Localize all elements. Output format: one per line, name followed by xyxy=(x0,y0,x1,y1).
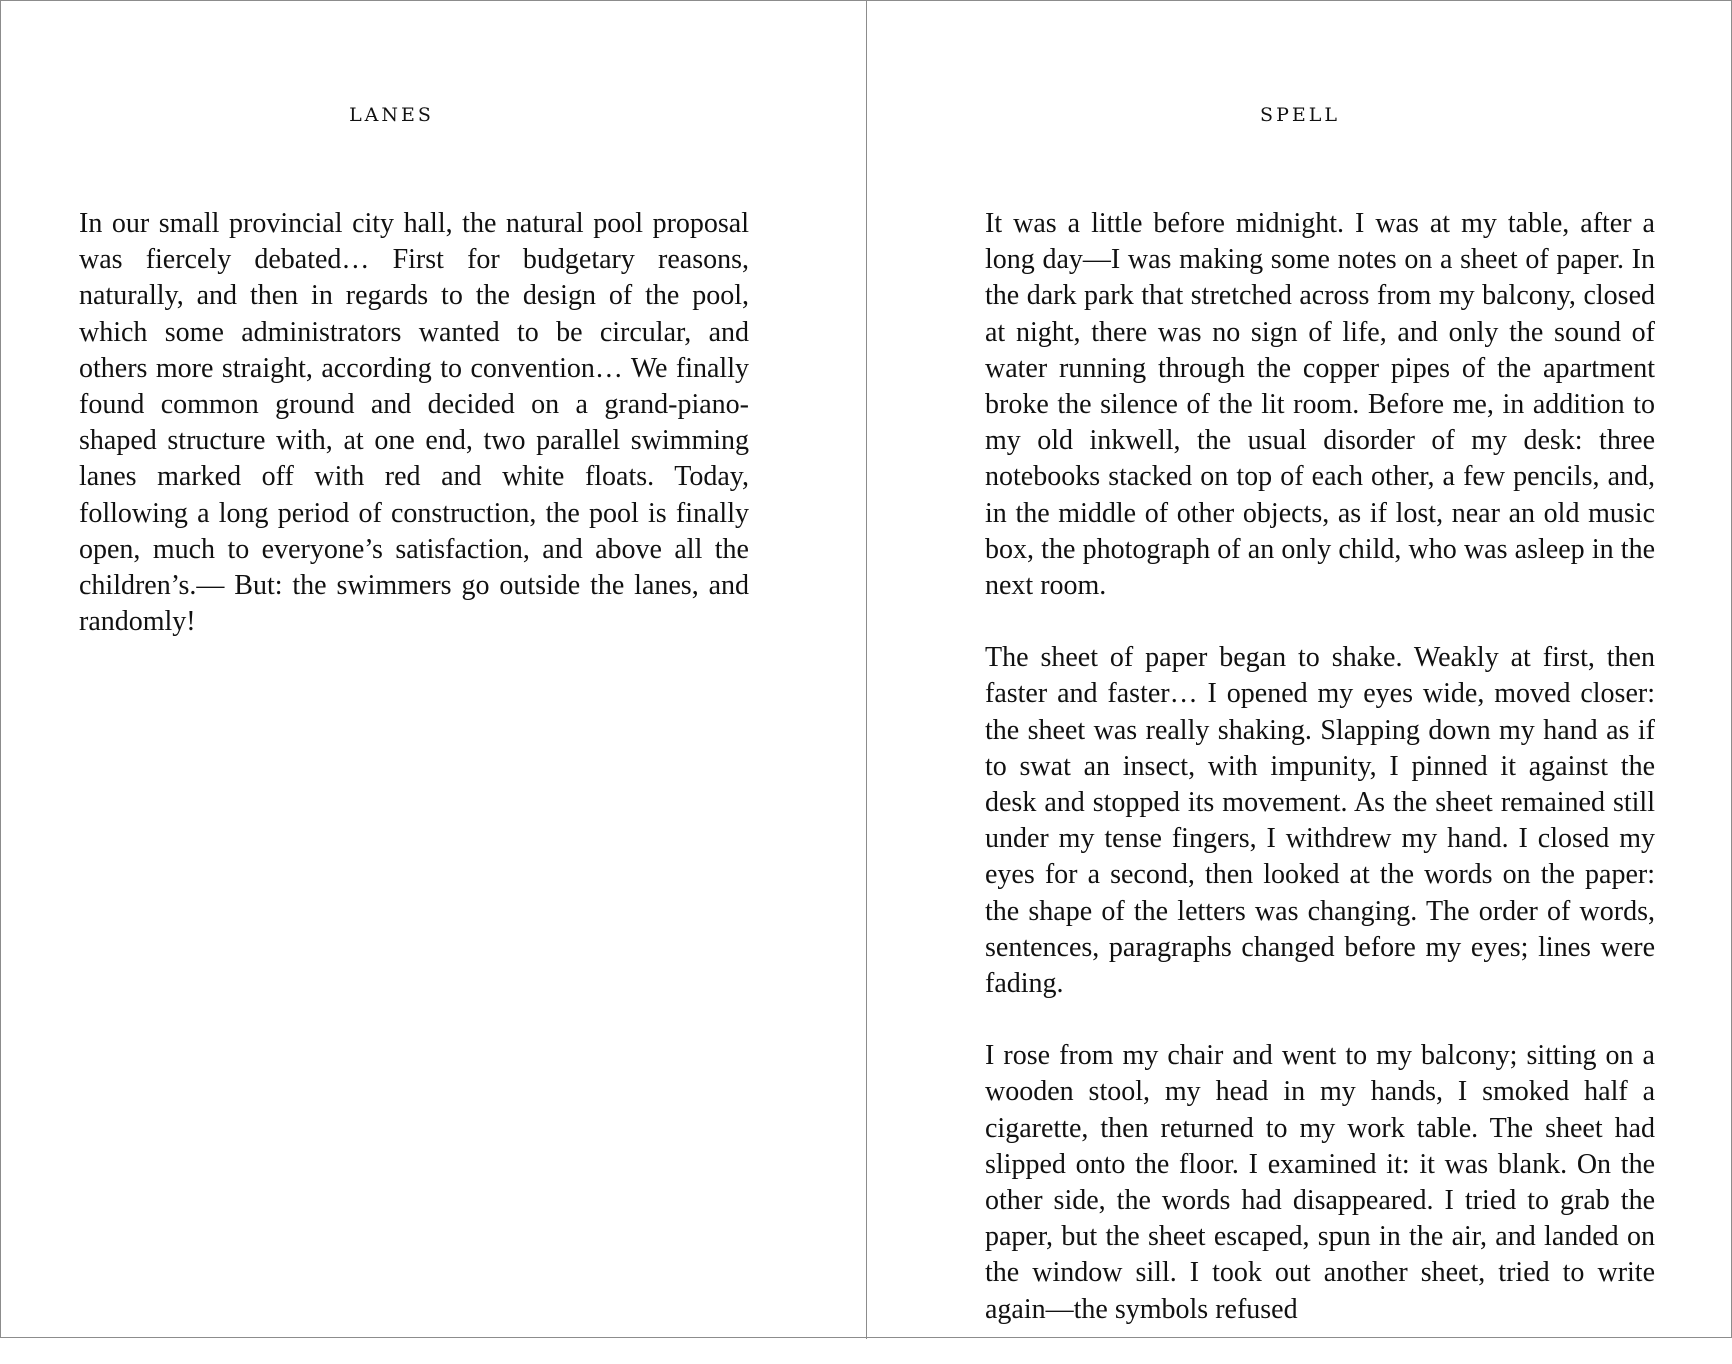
right-running-head: SPELL xyxy=(1260,104,1340,126)
right-page xyxy=(867,1,1732,1339)
left-page xyxy=(1,1,866,1339)
left-paragraph-1: In our small provincial city hall, the natural pool proposal was fiercely debated… First for budgetary reasons, naturally, and then in regards to the design of the pool, which some administrators wanted to be circular, and others more straight, according to convention… We finally found common ground and decided on a grand-piano-shaped structure with, at one end, two parallel swimming lanes marked off with red and white floats. Today, following a long period of construction, the pool is finally open, much to everyone’s satisfaction, and above all the children’s.— But: the swimmers go outside the lanes, and randomly! xyxy=(79,208,749,638)
right-paragraph-1: It was a little before midnight. I was at my table, after a long day—I was making some notes on a sheet of paper. In the dark park that stretched across from my balcony, closed at night, there was no sign of life, and only the sound of water running through the copper pipes of the apartment broke the silence of the lit room. Before me, in addition to my old inkwell, the usual disorder of my desk: three notebooks stacked on top of each other, a few pencils, and, in the middle of other objects, as if lost, near an old music box, the photograph of an only child, who was asleep in the next room. xyxy=(985,208,1655,602)
left-body-text xyxy=(79,206,749,676)
left-running-head: LANES xyxy=(349,104,434,126)
right-paragraph-3: I rose from my chair and went to my balcony; sitting on a wooden stool, my head in my hands, I smoked half a cigarette, then returned to my work table. The sheet had slipped onto the floor. I examined it: it was blank. On the other side, the words had disappeared. I tried to grab the paper, but the sheet escaped, spun in the air, and landed on the window sill. I took out another sheet, tried to write again—the symbols refused xyxy=(985,1040,1655,1325)
right-paragraph-2: The sheet of paper began to shake. Weakly at first, then faster and faster… I opened my eyes wide, moved closer: the sheet was really shaking. Slapping down my hand as if to swat an insect, with impunity, I pinned it against the desk and stopped its movement. As the sheet remained still under my tense fingers, I withdrew my hand. I closed my eyes for a second, then looked at the words on the paper: the shape of the letters was changing. The order of words, sentences, paragraphs changed before my eyes; lines were fading. xyxy=(985,642,1655,1000)
right-body-text xyxy=(985,206,1655,1364)
